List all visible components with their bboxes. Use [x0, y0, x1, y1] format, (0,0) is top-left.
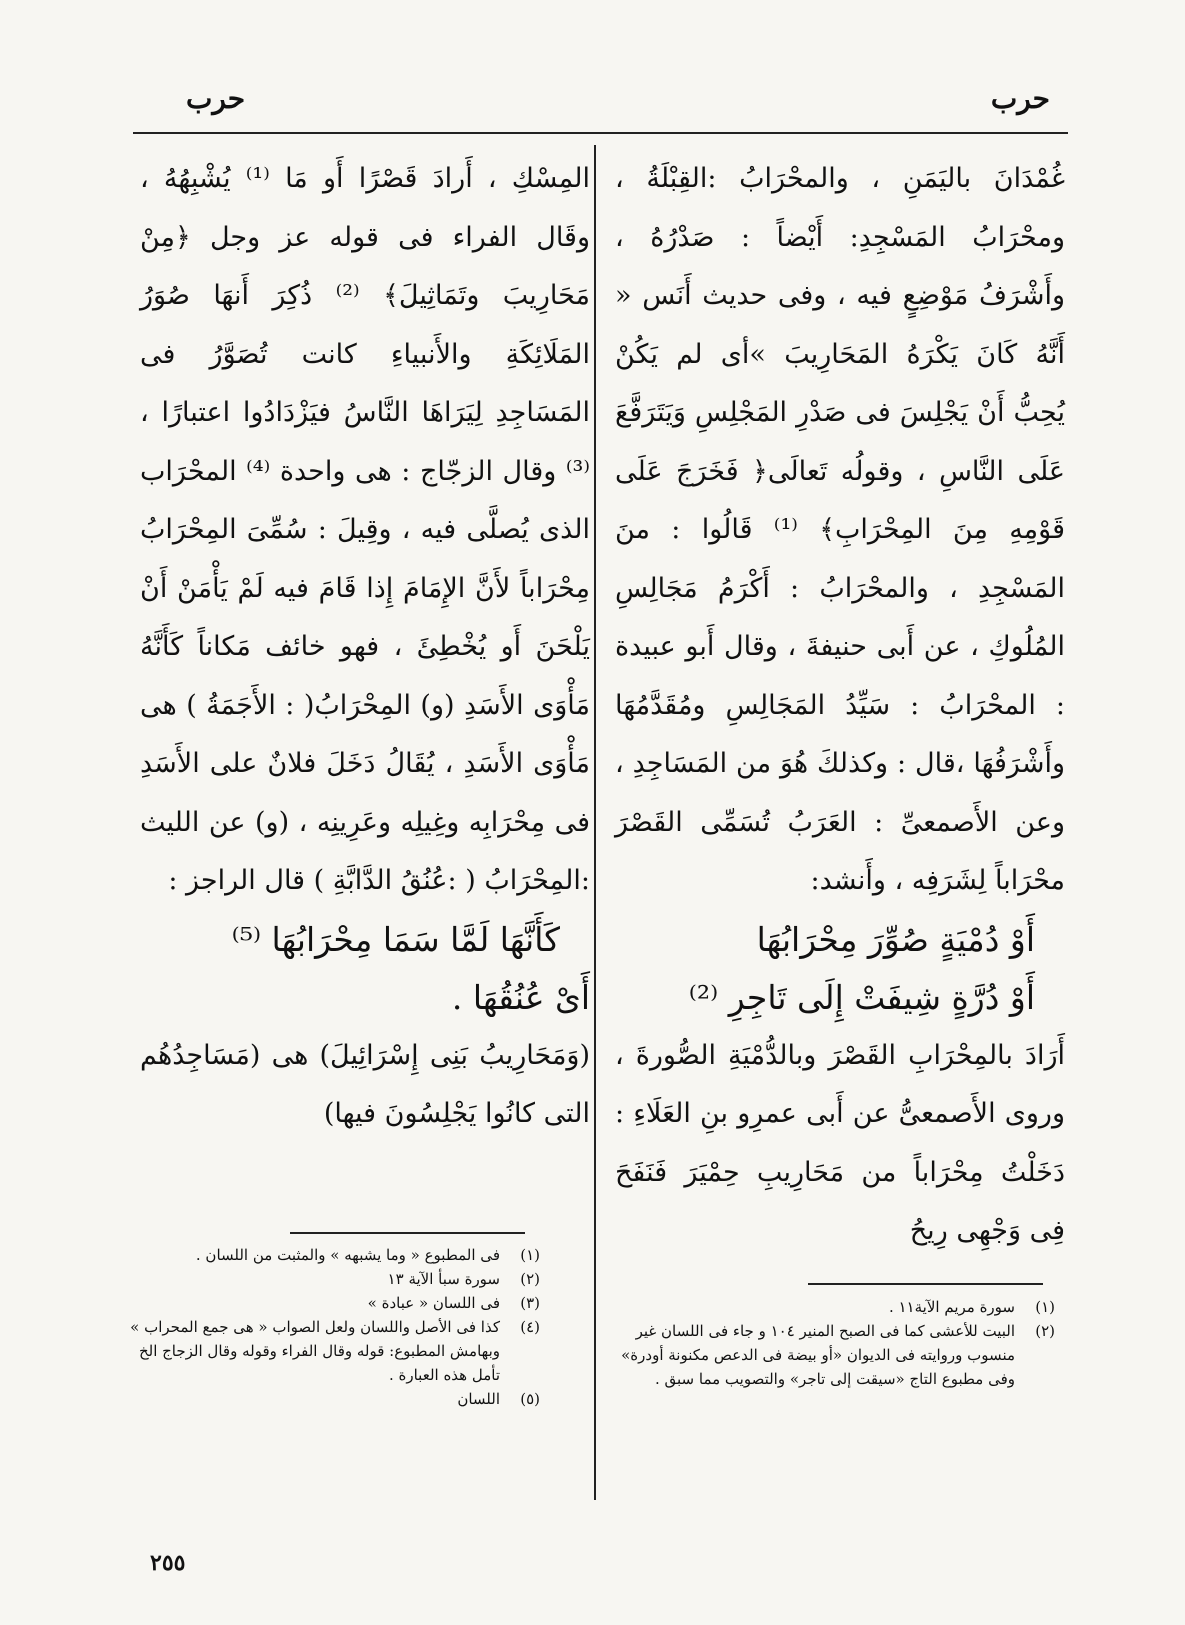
footnote-rule-right [808, 1283, 1043, 1285]
running-header-left: حرب [186, 82, 246, 115]
footnote-text: سورة مريم الآية١١ . [888, 1298, 1015, 1316]
right-column [615, 150, 1065, 1261]
footnote-number: (٣) [520, 1294, 540, 1312]
right-column-paragraph-after: أَرَادَ بالمِحْرَابِ القَصْرَ وبالدُّمْيَةِ الصُّورةَ ، وروى الأَصمعىُّ عن أَبى عمرِو بنِ العَلَاءِ : دَخَلْتُ مِحْرَاباً من مَحَارِيبِ حِمْيَرَ فَنَفَحَ فِى وَجْهِى رِيحُ [615, 1039, 1065, 1246]
running-header-right: حرب [990, 82, 1050, 115]
verse-line-2: أَوْ دُرَّةٍ شِيفَتْ إِلَى تَاجِرِ ⁽²⁾ [688, 977, 1035, 1017]
footnote-number: (١) [1035, 1298, 1055, 1316]
footnote-text: سورة سبأ الآية ١٣ [387, 1270, 500, 1288]
footnote [615, 1319, 1055, 1391]
left-verse: كَأَنَّهَا لَمَّا سَمَا مِحْرَابُهَا ⁽⁵⁾ [231, 919, 560, 959]
footnote [120, 1387, 540, 1411]
footnote-number: (٢) [1035, 1322, 1055, 1340]
left-closing: (وَمَحَارِيبُ بَنِى إِسْرَائِيلَ) هى (مَسَاجِدُهُم التى كانُوا يَجْلِسُونَ فيها) [140, 1039, 590, 1129]
footnotes-left [120, 1243, 540, 1411]
verse-line-1: أَوْ دُمْيَةٍ صُوِّرَ مِحْرَابُهَا [756, 919, 1035, 959]
footnote-text: فى اللسان « عبادة » [367, 1294, 500, 1312]
right-column-paragraph: غُمْدَانَ باليَمَنِ ، والمحْرَابُ :القِبْلَةُ ، ومحْرَابُ المَسْجِدِ: أَيْضاً : صَدْرُهُ ، وأَشْرَفُ مَوْضِعٍ فيه ، وفى حديث أَنَس « أَنَّهُ كَانَ يَكْرَهُ المَحَارِيبَ »أى لم يَكُنْ يُحِبُّ أَنْ يَجْلِسَ فى صَدْرِ المَجْلِسِ وَيَتَرَفَّعَ عَلَى النَّاسِ ، وقولُه تَعالَى﴿ فَخَرَجَ عَلَى قَوْمِهِ مِنَ المِحْرَابِ﴾ ⁽¹⁾ قَالُوا : منَ المَسْجِدِ ، والمحْرَابُ : أَكْرَمُ مَجَالِسِ المُلُوكِ ، عن أَبى حنيفةَ ، وقال أَبو عبيدة : المحْرَابُ : سَيِّدُ المَجَالِسِ ومُقَدَّمُهَا وأَشْرَفُهَا ،قال : وكذلكَ هُوَ من المَسَاجِدِ ، وعن الأَصمعىِّ : العَرَبُ تُسَمِّى القَصْرَ محْرَاباً لِشَرَفِه ، وأَنشد: [615, 163, 1066, 896]
footnote-number: (٤) [520, 1318, 540, 1336]
footnote [120, 1267, 540, 1291]
column-divider [594, 145, 596, 1500]
footnote-text: فى المطبوع « وما يشبهه » والمثبت من اللسان . [195, 1246, 500, 1264]
footnote-text: اللسان [457, 1390, 500, 1408]
footnote-number: (٥) [520, 1390, 540, 1408]
header-rule [133, 132, 1068, 134]
footnote [120, 1291, 540, 1315]
left-verse-note: أَىْ عُنُقُهَا . [451, 977, 590, 1017]
left-column [140, 150, 590, 1144]
footnote [120, 1243, 540, 1267]
left-column-paragraph: المِسْكِ ، أَرادَ قَصْرًا أَو مَا ⁽¹⁾ يُشْبِهُهُ ، وقَال الفراء فى قوله عز وجل ﴿مِنْ مَحَارِيبَ وتَمَاثِيلَ﴾ ⁽²⁾ ذُكِرَ أَنهَا صُوَرُ المَلَائِكَةِ والأَنبياءِ كانت تُصَوَّرُ فى المَسَاجِدِ لِيَرَاهَا النَّاسُ فيَزْدَادُوا اعتبارًا ، ⁽³⁾ وقال الزجّاج : هى واحدة ⁽⁴⁾ المحْرَاب الذى يُصلَّى فيه ، وقِيلَ : سُمِّىَ المِحْرَابُ مِحْرَاباً لأَنَّ الإِمَامَ إِذا قَامَ فيه لَمْ يَأْمَنْ أَنْ يَلْحَنَ أَو يُخْطِئَ ، فهو خائف مَكاناً كَأَنَّهُ مَأْوَى الأَسَدِ (و) المِحْرَابُ( : الأَجَمَةُ ) هى مَأْوَى الأَسَدِ ، يُقَالُ دَخَلَ فلانٌ على الأَسَدِ فى مِحْرَابِه وغِيلِه وعَرِينِه ، (و) عن الليث :المِحْرَابُ ( :عُنُقُ الدَّابَّةِ ) قال الراجز : [140, 163, 590, 896]
footnote-text: كذا فى الأصل واللسان ولعل الصواب « هى جمع المحراب » وبهامش المطبوع: قوله وقال الفراء وقوله وقال الزجاج الخ تأمل هذه العبارة . [130, 1318, 500, 1384]
footnote [120, 1315, 540, 1387]
footnote-number: (٢) [520, 1270, 540, 1288]
footnote [615, 1295, 1055, 1319]
footnotes-right [615, 1295, 1055, 1391]
footnote-rule-left [290, 1232, 525, 1234]
page-number: ٢٥٥ [150, 1550, 186, 1576]
footnote-text: البيت للأعشى كما فى الصبح المنير ١٠٤ و جاء فى اللسان غير منسوب وروايته فى الديوان «أو بيضة فى الدعص مكنونة أودرة» وفى مطبوع التاج «سيقت إلى تاجر» والتصويب مما سبق . [621, 1322, 1015, 1388]
footnote-number: (١) [520, 1246, 540, 1264]
